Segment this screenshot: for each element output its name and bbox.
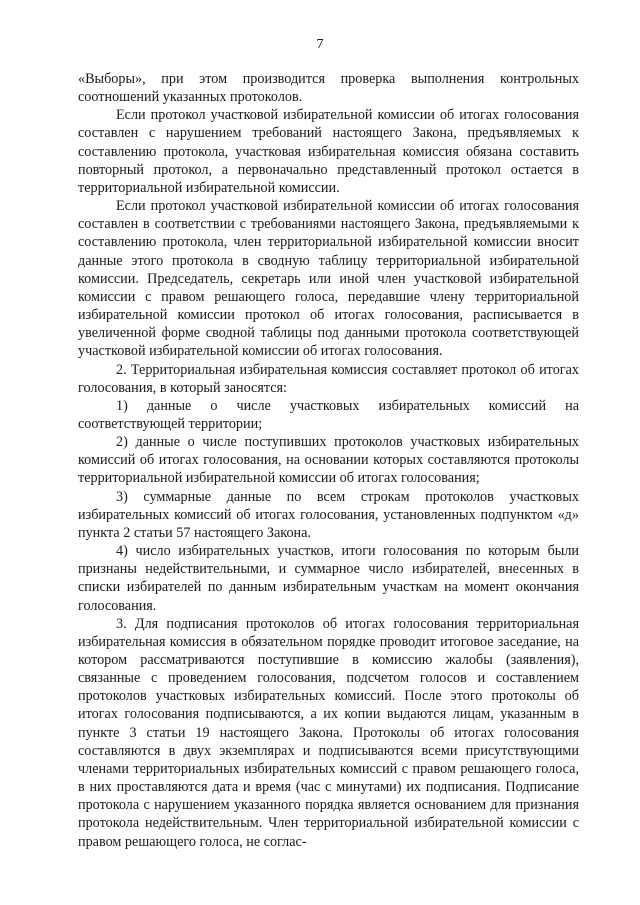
paragraph-repeat-protocol: Если протокол участковой избирательной комиссии об итогах голосования составлен с нарушением требований настоящего Закона, предъявляемых к составлению протокола, участковая избирательная комиссия обязана составить повторный протокол, а первоначально представленный протокол остается в территориальной избирательной комиссии. [78,107,579,196]
paragraph-summary-table: Если протокол участковой избирательной комиссии об итогах голосования составлен в соответствии с требованиями настоящего Закона, предъявляемыми к составлению протокола, член территориальной избирательной комиссии вносит данные этого протокола в сводную таблицу территориальной избирательной комиссии. Председатель, секретарь или иной член участковой избирательной комиссии с правом решающего голоса, передавшие члену территориальной избирательной комиссии протокол об итогах голосования, расписывается в увеличенной форме сводной таблицы под данными протокола соответствующей участковой избирательной комиссии об итогах голосования. [78,198,579,360]
paragraph-continuation: «Выборы», при этом производится проверка выполнения контрольных соотношений указанных протоколов. [78,71,579,106]
list-item-3: 3) суммарные данные по всем строкам протоколов участковых избирательных комиссий об итогах голосования, установленных подпунктом «д» пункта 2 статьи 57 настоящего Закона. [78,488,579,541]
paragraph-item-2: 2. Территориальная избирательная комиссия составляет протокол об итогах голосования, в который заносятся: [78,361,579,396]
list-item-2: 2) данные о числе поступивших протоколов участковых избирательных комиссий об итогах голосования, на основании которых составляются протоколы территориальной избирательной комиссии об итогах голосования; [78,434,579,487]
body-text [78,70,579,851]
list-item-4: 4) число избирательных участков, итоги голосования по которым были признаны недействительными, и суммарное число избирателей, внесенных в списки избирателей по данным избирательным участкам на момент окончания голосования. [78,543,579,614]
paragraph-item-3: 3. Для подписания протоколов об итогах голосования территориальная избирательная комиссия в обязательном порядке проводит итоговое заседание, на котором рассматриваются поступившие в комиссию жалобы (заявления), связанные с проведением голосования, подсчетом голосов и составлением протоколов участковых избирательных комиссий. После этого протоколы об итогах голосования подписываются, а их копии выдаются лицам, указанным в пункте 3 статьи 19 настоящего Закона. Протоколы об итогах голосования составляются в двух экземплярах и подписываются всеми присутствующими членами территориальных избирательных комиссий с правом решающего голоса, в них проставляются дата и время (час с минутами) их подписания. Подписание протокола с нарушением указанного порядка является основанием для признания протокола недействительным. Член территориальной избирательной комиссии с правом решающего голоса, не соглас- [78,615,579,850]
page-number: 7 [316,37,324,52]
list-item-1: 1) данные о числе участковых избирательных комиссий на соответствующей территории; [78,397,579,432]
